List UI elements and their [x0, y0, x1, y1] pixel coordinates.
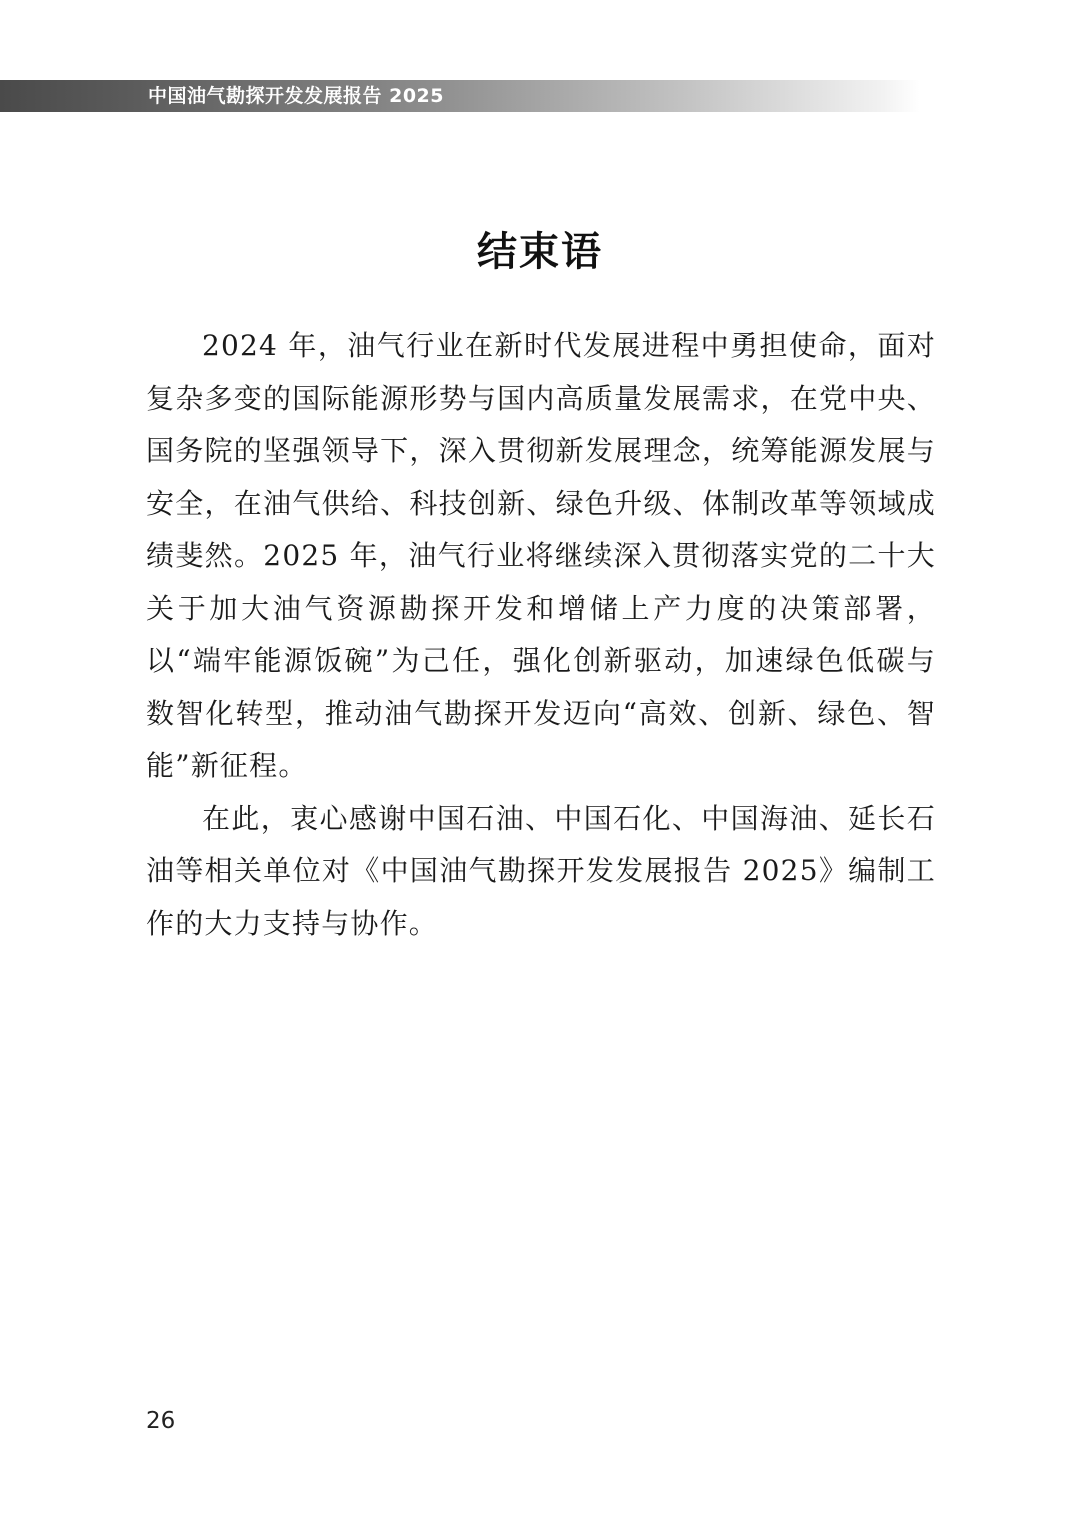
running-header-title: 中国油气勘探开发发展报告 2025 — [148, 85, 444, 107]
paragraph-2: 在此，衷心感谢中国石油、中国石化、中国海油、延长石油等相关单位对《中国油气勘探开发发展报告 2025》编制工作的大力支持与协作。 — [146, 801, 936, 940]
body-text — [146, 320, 936, 950]
section-title: 结束语 — [477, 229, 603, 275]
paragraph-1: 2024 年，油气行业在新时代发展进程中勇担使命，面对复杂多变的国际能源形势与国内高质量发展需求，在党中央、国务院的坚强领导下，深入贯彻新发展理念，统筹能源发展与安全，在油气供给、科技创新、绿色升级、体制改革等领域成绩斐然。2025 年，油气行业将继续深入贯彻落实党的二十大关于加大油气资源勘探开发和增储上产力度的决策部署，以“端牢能源饭碗”为己任，强化创新驱动，加速绿色低碳与数智化转型，推动油气勘探开发迈向“高效、创新、绿色、智能”新征程。 — [146, 329, 936, 782]
running-header-band — [0, 80, 920, 112]
page-number: 26 — [146, 1408, 176, 1434]
